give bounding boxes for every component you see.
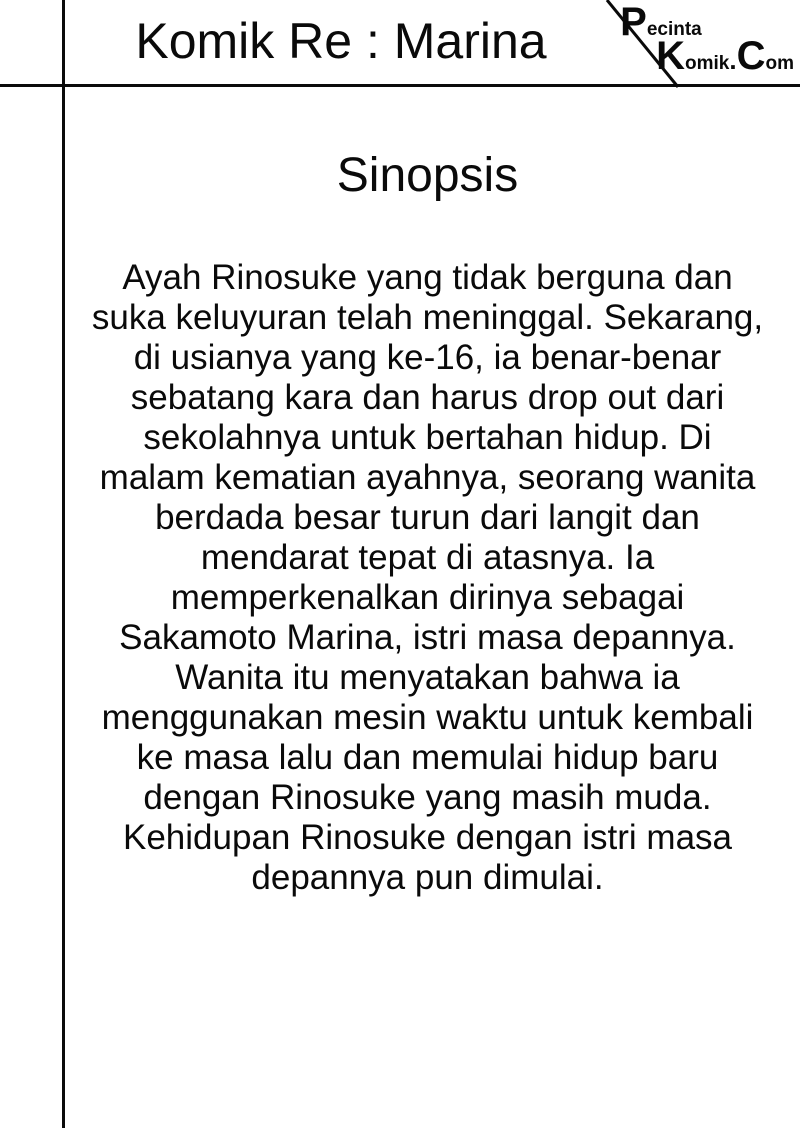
synopsis-section bbox=[65, 88, 790, 898]
logo-text-om: om bbox=[765, 53, 794, 74]
logo-letter-c: C bbox=[736, 34, 766, 78]
logo-text-omik: omik bbox=[685, 53, 730, 74]
logo-letter-k: K bbox=[656, 34, 686, 78]
logo-letter-p: P bbox=[620, 0, 647, 44]
synopsis-line: sekolahnya untuk bertahan hidup. Di bbox=[143, 418, 712, 457]
synopsis-line: Sakamoto Marina, istri masa depannya. bbox=[119, 618, 736, 657]
synopsis-line: mendarat tepat di atasnya. Ia bbox=[200, 538, 655, 577]
synopsis-body bbox=[65, 258, 790, 898]
page-title: Komik Re : Marina bbox=[135, 13, 547, 69]
synopsis-line: malam kematian ayahnya, seorang wanita bbox=[99, 458, 756, 497]
synopsis-line: ke masa lalu dan memulai hidup baru bbox=[136, 738, 719, 777]
synopsis-line: Ayah Rinosuke yang tidak berguna dan bbox=[122, 258, 733, 297]
synopsis-line: sebatang kara dan harus drop out dari bbox=[130, 378, 725, 417]
synopsis-line: Wanita itu menyatakan bahwa ia bbox=[175, 658, 680, 697]
pecintakomik-logo bbox=[620, 2, 794, 76]
synopsis-line: Kehidupan Rinosuke dengan istri masa bbox=[123, 818, 732, 857]
synopsis-line: memperkenalkan dirinya sebagai bbox=[170, 578, 685, 617]
logo-line-komik-com bbox=[656, 36, 794, 76]
logo-dot: . bbox=[729, 45, 737, 75]
synopsis-line: berdada besar turun dari langit dan bbox=[155, 498, 700, 537]
synopsis-line: di usianya yang ke-16, ia benar-benar bbox=[133, 338, 722, 377]
synopsis-line: depannya pun dimulai. bbox=[251, 858, 604, 897]
logo-text-ecinta: ecinta bbox=[646, 19, 702, 40]
synopsis-line: suka keluyuran telah meninggal. Sekarang, bbox=[91, 298, 764, 337]
synopsis-line: menggunakan mesin waktu untuk kembali bbox=[101, 698, 754, 737]
synopsis-line: dengan Rinosuke yang masih muda. bbox=[143, 778, 712, 817]
synopsis-heading: Sinopsis bbox=[336, 149, 519, 202]
